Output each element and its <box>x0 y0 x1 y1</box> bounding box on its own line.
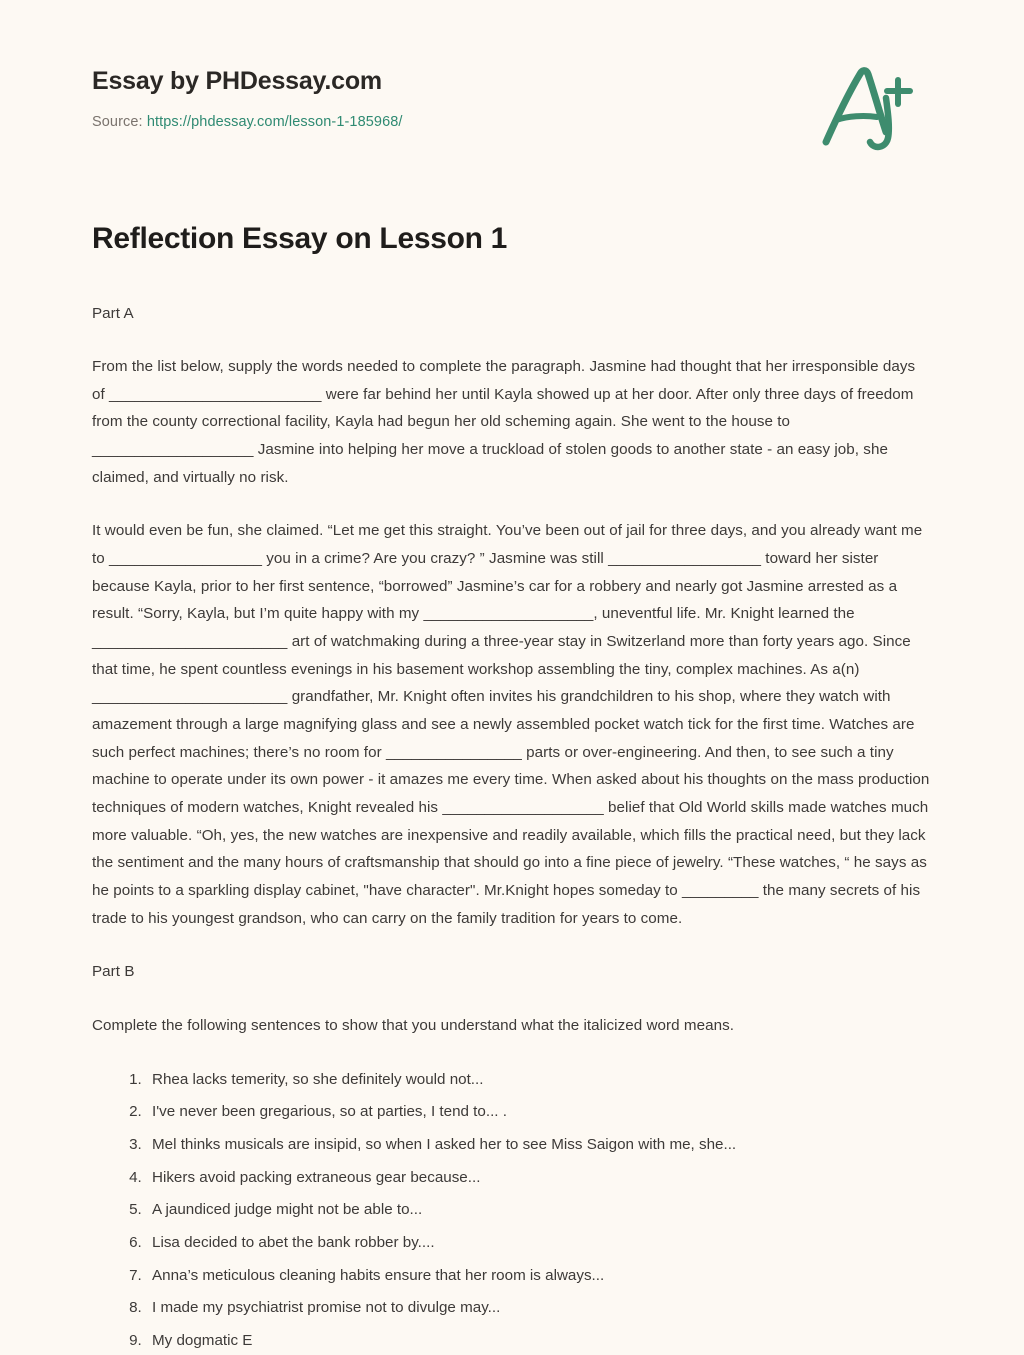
list-item: 2. I've never been gregarious, so at parties, I tend to... . <box>146 1098 932 1126</box>
page-title: Reflection Essay on Lesson 1 <box>92 222 508 255</box>
list-item: 4. Hikers avoid packing extraneous gear because... <box>146 1164 932 1192</box>
list-item: 3. Mel thinks musicals are insipid, so when I asked her to see Miss Saigon with me, she... <box>146 1131 932 1159</box>
brand-title: Essay by PHDessay.com <box>92 67 382 95</box>
list-item: 1. Rhea lacks temerity, so she definitely would not... <box>146 1066 932 1094</box>
list-item: 8. I made my psychiatrist promise not to divulge may... <box>146 1294 932 1322</box>
list-item: 5. A jaundiced judge might not be able to... <box>146 1196 932 1224</box>
a-plus-logo-icon <box>812 58 932 158</box>
part-b-sentence-list <box>92 1066 932 1355</box>
source-url-link[interactable]: https://phdessay.com/lesson-1-185968/ <box>146 114 403 130</box>
part-a-label: Part A <box>92 304 134 322</box>
source-label: Source: <box>92 114 143 130</box>
page-header <box>92 0 932 176</box>
part-b-label: Part B <box>92 963 135 981</box>
list-item: 7. Anna’s meticulous cleaning habits ensure that her room is always... <box>146 1262 932 1290</box>
source-line <box>92 114 932 130</box>
part-a-paragraph-2: It would even be fun, she claimed. “Let me get this straight. You’ve been out of jail for three days, and you already want me to __________________ you in a crime? Are you crazy? ” Jasmine was still __________________ toward her sister because Kayla, prior to her first sentence, “borrowed” Jasmine’s car for a robbery and nearly got Jasmine arrested as a result. “Sorry, Kayla, but I’m quite happy with my ____________________, uneventful life. Mr. Knight learned the _______________________ art of watchmaking during a three-year stay in Switzerland more than forty years ago. Since that time, he spent countless evenings in his basement workshop assembling the tiny, complex machines. As a(n) _______________________ grandfather, Mr. Knight often invites his grandchildren to his shop, where they watch with amazement through a large magnifying glass and see a newly assembled pocket watch tick for the first time. Watches are such perfect machines; there’s no room for ________________ parts or over-engineering. And then, to see such a tiny machine to operate under its own power - it amazes me every time. When asked about his thoughts on the mass production techniques of modern watches, Knight revealed his ___________________ belief that Old World skills made watches much more valuable. “Oh, yes, the new watches are inexpensive and readily available, which fills the practical need, but they lack the sentiment and the many hours of craftsmanship that should go into a fine piece of jewelry. “These watches, “ he says as he points to a sparkling display cabinet, "have character". Mr.Knight hopes someday to _________ the many secrets of his trade to his youngest grandson, who can carry on the family tradition for years to come. <box>92 522 930 927</box>
part-a-paragraph-1: From the list below, supply the words needed to complete the paragraph. Jasmine had thought that her irresponsible days of _________________________ were far behind her until Kayla showed up at her door. After only three days of freedom from the county correctional facility, Kayla had begun her old scheming again. She went to the house to ___________________ Jasmine into helping her move a truckload of stolen goods to another state - an easy job, she claimed, and virtually no risk. <box>92 358 916 486</box>
part-b-intro: Complete the following sentences to show that you understand what the italicized word means. <box>92 1016 734 1034</box>
essay-body <box>92 300 932 1355</box>
list-item: 9. My dogmatic E <box>146 1327 932 1355</box>
list-item: 6. Lisa decided to abet the bank robber by.... <box>146 1229 932 1257</box>
